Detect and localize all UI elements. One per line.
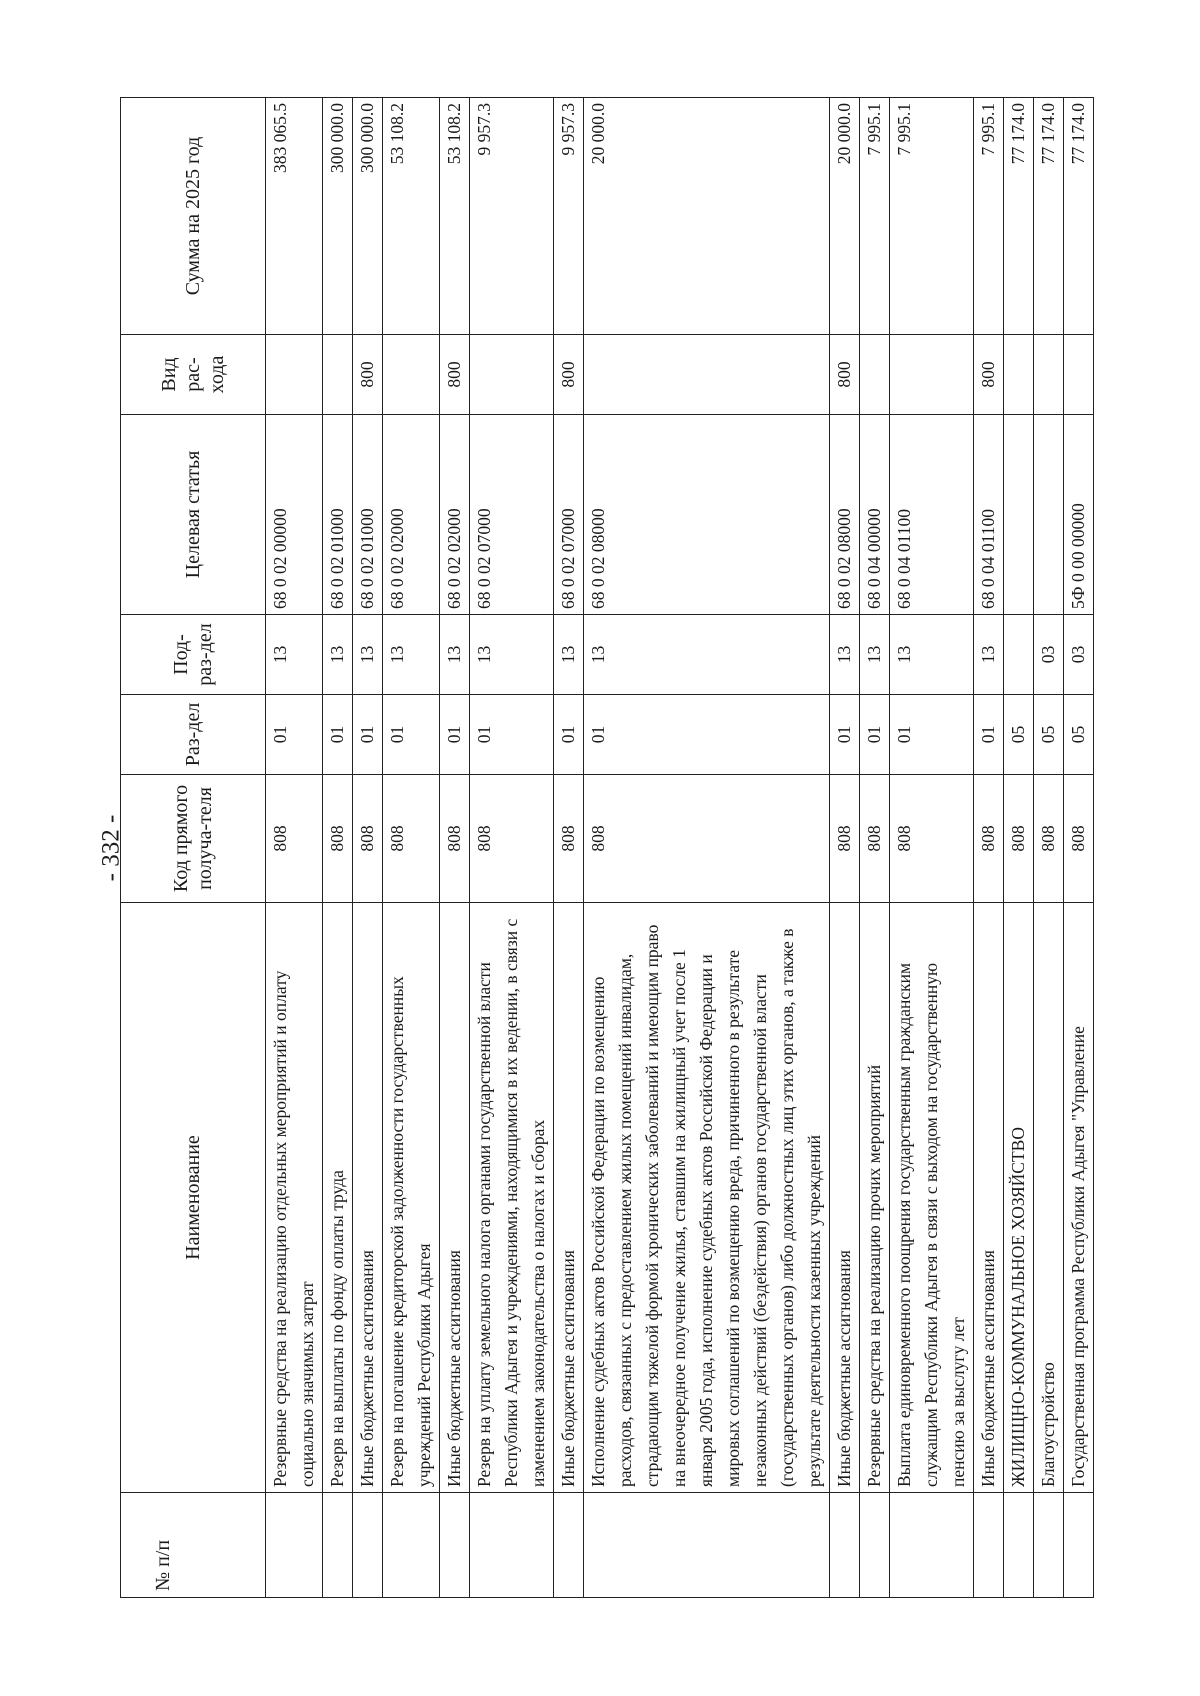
cell-num (860, 1493, 890, 1598)
cell-subsection: 13 (974, 615, 1004, 695)
cell-expense (890, 335, 974, 415)
cell-section: 01 (266, 695, 323, 775)
cell-num (554, 1493, 584, 1598)
table-row (383, 98, 440, 1598)
table-row (890, 98, 974, 1598)
header-amount: Сумма на 2025 год (121, 98, 266, 335)
cell-num (1064, 1493, 1094, 1598)
cell-recipient: 808 (1034, 775, 1064, 903)
cell-target: 5Ф 0 00 00000 (1064, 415, 1094, 615)
cell-amount: 77 174.0 (1064, 98, 1094, 335)
header-expense: Вид рас-хода (121, 335, 266, 415)
cell-section: 01 (323, 695, 353, 775)
cell-recipient: 808 (440, 775, 470, 903)
cell-expense: 800 (830, 335, 860, 415)
cell-recipient: 808 (830, 775, 860, 903)
cell-expense: 800 (554, 335, 584, 415)
table-row (974, 98, 1004, 1598)
cell-subsection: 13 (323, 615, 353, 695)
cell-amount: 20 000.0 (830, 98, 860, 335)
cell-name: Резерв на выплаты по фонду оплаты труда (323, 903, 353, 1493)
cell-num (440, 1493, 470, 1598)
cell-target: 68 0 02 08000 (584, 415, 830, 615)
table-row (1064, 98, 1094, 1598)
header-recipient: Код прямого получа-теля (121, 775, 266, 903)
header-num: № п/п (121, 1493, 266, 1598)
cell-subsection: 13 (266, 615, 323, 695)
cell-subsection: 13 (440, 615, 470, 695)
cell-name: Благоустройство (1034, 903, 1064, 1493)
cell-num (830, 1493, 860, 1598)
cell-amount: 9 957.3 (470, 98, 554, 335)
cell-subsection: 13 (383, 615, 440, 695)
cell-amount: 53 108.2 (440, 98, 470, 335)
cell-section: 05 (1034, 695, 1064, 775)
table-row (860, 98, 890, 1598)
cell-subsection: 13 (860, 615, 890, 695)
cell-recipient: 808 (1064, 775, 1094, 903)
cell-subsection: 03 (1064, 615, 1094, 695)
cell-section: 01 (890, 695, 974, 775)
cell-recipient: 808 (323, 775, 353, 903)
cell-target (1034, 415, 1064, 615)
table-row (830, 98, 860, 1598)
cell-expense (584, 335, 830, 415)
cell-num (383, 1493, 440, 1598)
cell-name: Резерв на погашение кредиторской задолженности государственных учреждений Республики Адыгея (383, 903, 440, 1493)
header-subsection: Под-раз-дел (121, 615, 266, 695)
cell-expense (1034, 335, 1064, 415)
cell-subsection (1004, 615, 1034, 695)
cell-num (470, 1493, 554, 1598)
table-row (1034, 98, 1064, 1598)
cell-target: 68 0 04 01100 (890, 415, 974, 615)
cell-name: ЖИЛИЩНО-КОММУНАЛЬНОЕ ХОЗЯЙСТВО (1004, 903, 1034, 1493)
cell-subsection: 13 (470, 615, 554, 695)
cell-section: 01 (860, 695, 890, 775)
header-target: Целевая статья (121, 415, 266, 615)
cell-amount: 9 957.3 (554, 98, 584, 335)
cell-amount: 77 174.0 (1004, 98, 1034, 335)
table-row (584, 98, 830, 1598)
cell-num (890, 1493, 974, 1598)
cell-num (266, 1493, 323, 1598)
table-row (470, 98, 554, 1598)
cell-name: Государственная программа Республики Адыгея "Управление (1064, 903, 1094, 1493)
table-row (440, 98, 470, 1598)
cell-amount: 53 108.2 (383, 98, 440, 335)
cell-name: Иные бюджетные ассигнования (830, 903, 860, 1493)
cell-recipient: 808 (890, 775, 974, 903)
cell-section: 05 (1064, 695, 1094, 775)
cell-num (974, 1493, 1004, 1598)
cell-name: Резерв на уплату земельного налога органами государственной власти Республики Адыгея и учреждениями, находящимися в их ведении, в связи с изменением законодательства о налогах и сборах (470, 903, 554, 1493)
cell-expense (860, 335, 890, 415)
cell-target: 68 0 02 02000 (440, 415, 470, 615)
cell-subsection: 13 (890, 615, 974, 695)
cell-name: Иные бюджетные ассигнования (974, 903, 1004, 1493)
table-row (323, 98, 353, 1598)
cell-section: 01 (470, 695, 554, 775)
cell-recipient: 808 (353, 775, 383, 903)
cell-num (323, 1493, 353, 1598)
budget-table (120, 97, 1094, 1598)
cell-target: 68 0 02 01000 (353, 415, 383, 615)
cell-amount: 77 174.0 (1034, 98, 1064, 335)
table-row (554, 98, 584, 1598)
cell-subsection: 13 (353, 615, 383, 695)
cell-expense (1004, 335, 1034, 415)
cell-recipient: 808 (554, 775, 584, 903)
cell-recipient: 808 (470, 775, 554, 903)
cell-section: 01 (440, 695, 470, 775)
cell-num (353, 1493, 383, 1598)
cell-expense (1064, 335, 1094, 415)
cell-num (584, 1493, 830, 1598)
cell-target: 68 0 02 08000 (830, 415, 860, 615)
cell-amount: 7 995.1 (860, 98, 890, 335)
table-header-row (121, 98, 266, 1598)
cell-recipient: 808 (266, 775, 323, 903)
cell-target: 68 0 02 07000 (554, 415, 584, 615)
header-name: Наименование (121, 903, 266, 1493)
cell-section: 01 (383, 695, 440, 775)
cell-name: Иные бюджетные ассигнования (554, 903, 584, 1493)
cell-expense (470, 335, 554, 415)
cell-amount: 383 065.5 (266, 98, 323, 335)
cell-recipient: 808 (974, 775, 1004, 903)
cell-recipient: 808 (860, 775, 890, 903)
table-row (266, 98, 323, 1598)
cell-subsection: 03 (1034, 615, 1064, 695)
cell-recipient: 808 (1004, 775, 1034, 903)
cell-subsection: 13 (584, 615, 830, 695)
cell-name: Выплата единовременного поощрения государственным гражданским служащим Республики Адыгея в связи с выходом на государственную пенсию за выслугу лет (890, 903, 974, 1493)
cell-name: Иные бюджетные ассигнования (440, 903, 470, 1493)
cell-recipient: 808 (383, 775, 440, 903)
cell-amount: 300 000.0 (353, 98, 383, 335)
cell-recipient: 808 (584, 775, 830, 903)
cell-section: 01 (584, 695, 830, 775)
header-section: Раз-дел (121, 695, 266, 775)
cell-section: 01 (554, 695, 584, 775)
cell-name: Исполнение судебных актов Российской Федерации по возмещению расходов, связанных с предоставлением жилых помещений инвалидам, страдающим тяжелой формой хронических заболеваний и имеющим право на внеочередное получение жилья, ставшим на жилищный учет после 1 января 2005 года, исполнение судебных актов Российской Федерации и мировых соглашений по возмещению вреда, причиненного в результате незаконных действий (бездействия) органов государственной власти (государственных органов) либо должностных лиц этих органов, а также в результате деятельности казенных учреждений (584, 903, 830, 1493)
cell-target: 68 0 02 01000 (323, 415, 353, 615)
cell-name: Резервные средства на реализацию отдельных мероприятий и оплату социально значимых затрат (266, 903, 323, 1493)
cell-amount: 300 000.0 (323, 98, 353, 335)
cell-expense: 800 (974, 335, 1004, 415)
cell-target: 68 0 02 07000 (470, 415, 554, 615)
cell-subsection: 13 (830, 615, 860, 695)
cell-section: 01 (353, 695, 383, 775)
cell-section: 05 (1004, 695, 1034, 775)
cell-target (1004, 415, 1034, 615)
cell-expense: 800 (440, 335, 470, 415)
table-row (353, 98, 383, 1598)
cell-expense (383, 335, 440, 415)
cell-target: 68 0 04 00000 (860, 415, 890, 615)
cell-name: Иные бюджетные ассигнования (353, 903, 383, 1493)
cell-num (1034, 1493, 1064, 1598)
page-number: - 332 - (97, 814, 125, 882)
cell-section: 01 (974, 695, 1004, 775)
cell-expense: 800 (353, 335, 383, 415)
cell-amount: 7 995.1 (974, 98, 1004, 335)
cell-target: 68 0 04 01100 (974, 415, 1004, 615)
cell-expense (266, 335, 323, 415)
cell-section: 01 (830, 695, 860, 775)
cell-amount: 7 995.1 (890, 98, 974, 335)
table-body (266, 98, 1094, 1598)
rotated-table-container (120, 98, 1088, 1598)
table-row (1004, 98, 1034, 1598)
cell-subsection: 13 (554, 615, 584, 695)
cell-num (1004, 1493, 1034, 1598)
cell-target: 68 0 02 02000 (383, 415, 440, 615)
cell-expense (323, 335, 353, 415)
cell-amount: 20 000.0 (584, 98, 830, 335)
cell-name: Резервные средства на реализацию прочих мероприятий (860, 903, 890, 1493)
cell-target: 68 0 02 00000 (266, 415, 323, 615)
